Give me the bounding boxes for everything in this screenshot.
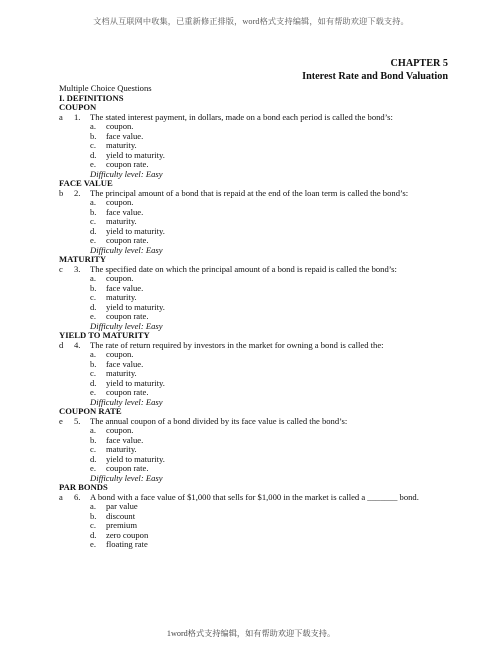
choice-item xyxy=(90,350,459,360)
question-block xyxy=(59,483,459,550)
choice-text: par value xyxy=(106,501,138,511)
choice-letter: e. xyxy=(90,159,96,169)
question-text: The principal amount of a bond that is repaid at the end of the loan term is called the bond’s: xyxy=(90,187,409,198)
choice-text: premium xyxy=(106,520,138,530)
difficulty-label: Difficulty level: Easy xyxy=(90,244,163,255)
question-number: 4. xyxy=(74,339,81,350)
question-number: 6. xyxy=(74,491,81,502)
answer-key: b xyxy=(59,187,64,198)
choice-letter: e. xyxy=(90,539,96,549)
question-number: 1. xyxy=(74,111,81,122)
difficulty-label: Difficulty level: Easy xyxy=(90,472,163,483)
choice-text: discount xyxy=(106,510,136,521)
topic-heading: PAR BONDS xyxy=(59,482,108,492)
choice-item xyxy=(90,360,459,370)
topic-heading: FACE VALUE xyxy=(59,178,113,188)
choice-letter: b. xyxy=(90,282,97,293)
topic-heading: COUPON xyxy=(59,102,97,112)
choice-text: yield to maturity. xyxy=(106,225,165,236)
choice-letter: c. xyxy=(90,444,96,454)
choice-letter: e. xyxy=(90,311,96,321)
choice-letter: a. xyxy=(90,121,96,131)
choice-text: floating rate xyxy=(106,539,148,549)
choice-letter: b. xyxy=(90,434,97,445)
topic-heading: MATURITY xyxy=(59,254,107,264)
question-number: 5. xyxy=(74,415,81,426)
choice-item xyxy=(90,436,459,446)
choice-letter: e. xyxy=(90,235,96,245)
question-number: 3. xyxy=(74,263,81,274)
section-title: I. DEFINITIONS xyxy=(59,92,124,103)
question-block xyxy=(59,331,459,407)
choice-letter: b. xyxy=(90,206,97,217)
choice-list xyxy=(90,350,459,398)
answer-key: a xyxy=(59,111,63,122)
question-block xyxy=(59,407,459,483)
question-number: 2. xyxy=(74,187,81,198)
choice-text: coupon. xyxy=(106,349,134,359)
choice-text: coupon. xyxy=(106,273,134,283)
choice-text: maturity. xyxy=(106,216,137,226)
choice-letter: a. xyxy=(90,197,96,207)
choice-text: coupon rate. xyxy=(106,387,149,397)
question-block xyxy=(59,179,459,255)
question-text: The annual coupon of a bond divided by its face value is called the bond’s: xyxy=(90,415,348,426)
topic-heading: YIELD TO MATURITY xyxy=(59,330,150,340)
choice-letter: c. xyxy=(90,216,96,226)
question-block xyxy=(59,255,459,331)
intro-text: Multiple Choice Questions xyxy=(59,83,152,93)
topic-heading: COUPON RATE xyxy=(59,406,122,416)
answer-key: a xyxy=(59,491,63,502)
choice-text: coupon. xyxy=(106,425,134,435)
difficulty-label: Difficulty level: Easy xyxy=(90,396,163,407)
choice-text: face value. xyxy=(106,358,144,369)
choice-text: coupon. xyxy=(106,197,134,207)
choice-letter: a. xyxy=(90,349,96,359)
choice-item xyxy=(90,502,459,512)
choice-text: yield to maturity. xyxy=(106,377,165,388)
chapter-heading xyxy=(302,58,448,83)
choice-letter: a. xyxy=(90,501,96,511)
choice-item xyxy=(90,208,459,218)
choice-letter: d. xyxy=(90,529,97,540)
choice-letter: d. xyxy=(90,301,97,312)
choice-text: maturity. xyxy=(106,292,137,302)
choice-text: coupon rate. xyxy=(106,311,149,321)
choice-text: yield to maturity. xyxy=(106,301,165,312)
choice-item xyxy=(90,122,459,132)
choice-list xyxy=(90,502,459,550)
choice-text: face value. xyxy=(106,130,144,141)
question-list xyxy=(59,84,459,550)
choice-letter: c. xyxy=(90,140,96,150)
choice-item xyxy=(90,426,459,436)
choice-item xyxy=(90,132,459,142)
choice-text: zero coupon xyxy=(106,529,149,540)
choice-text: coupon. xyxy=(106,121,134,131)
choice-letter: a. xyxy=(90,425,96,435)
choice-list xyxy=(90,122,459,170)
questions-container xyxy=(59,103,459,550)
answer-key: c xyxy=(59,263,63,274)
choice-letter: c. xyxy=(90,292,96,302)
question-text: A bond with a face value of $1,000 that sells for $1,000 in the market is called a _______ bond. xyxy=(90,491,419,502)
choice-item xyxy=(90,274,459,284)
choice-item xyxy=(90,540,459,550)
question-block xyxy=(59,103,459,179)
chapter-number: CHAPTER 5 xyxy=(390,58,448,69)
footer-note: 1word格式支持编辑，如有帮助欢迎下载支持。 xyxy=(166,629,336,638)
choice-letter: d. xyxy=(90,453,97,464)
choice-text: maturity. xyxy=(106,444,137,454)
choice-text: coupon rate. xyxy=(106,235,149,245)
choice-letter: c. xyxy=(90,368,96,378)
answer-key: e xyxy=(59,415,63,426)
choice-letter: e. xyxy=(90,463,96,473)
question-text: The stated interest payment, in dollars, made on a bond each period is called the bond’s: xyxy=(90,111,393,122)
choice-text: face value. xyxy=(106,434,144,445)
choice-text: face value. xyxy=(106,282,144,293)
choice-letter: b. xyxy=(90,130,97,141)
choice-text: yield to maturity. xyxy=(106,149,165,160)
choice-text: yield to maturity. xyxy=(106,453,165,464)
choice-letter: d. xyxy=(90,377,97,388)
choice-item xyxy=(90,512,459,522)
choice-letter: c. xyxy=(90,520,96,530)
choice-text: coupon rate. xyxy=(106,463,149,473)
choice-item xyxy=(90,198,459,208)
choice-item xyxy=(90,284,459,294)
answer-key: d xyxy=(59,339,64,350)
chapter-title: Interest Rate and Bond Valuation xyxy=(302,70,448,82)
choice-list xyxy=(90,274,459,322)
header-note: 文档从互联网中收集，已重新修正排版，word格式支持编辑，如有帮助欢迎下载支持。 xyxy=(93,17,409,26)
choice-letter: d. xyxy=(90,149,97,160)
choice-letter: d. xyxy=(90,225,97,236)
choice-text: coupon rate. xyxy=(106,159,149,169)
choice-text: face value. xyxy=(106,206,144,217)
question-text: The rate of return required by investors in the market for owning a bond is called the: xyxy=(90,339,384,350)
difficulty-label: Difficulty level: Easy xyxy=(90,168,163,179)
choice-letter: e. xyxy=(90,387,96,397)
difficulty-label: Difficulty level: Easy xyxy=(90,320,163,331)
choice-list xyxy=(90,198,459,246)
choice-letter: b. xyxy=(90,358,97,369)
choice-letter: b. xyxy=(90,510,97,521)
choice-list xyxy=(90,426,459,474)
choice-text: maturity. xyxy=(106,140,137,150)
question-text: The specified date on which the principal amount of a bond is repaid is called the bond’s: xyxy=(90,263,397,274)
choice-text: maturity. xyxy=(106,368,137,378)
choice-letter: a. xyxy=(90,273,96,283)
